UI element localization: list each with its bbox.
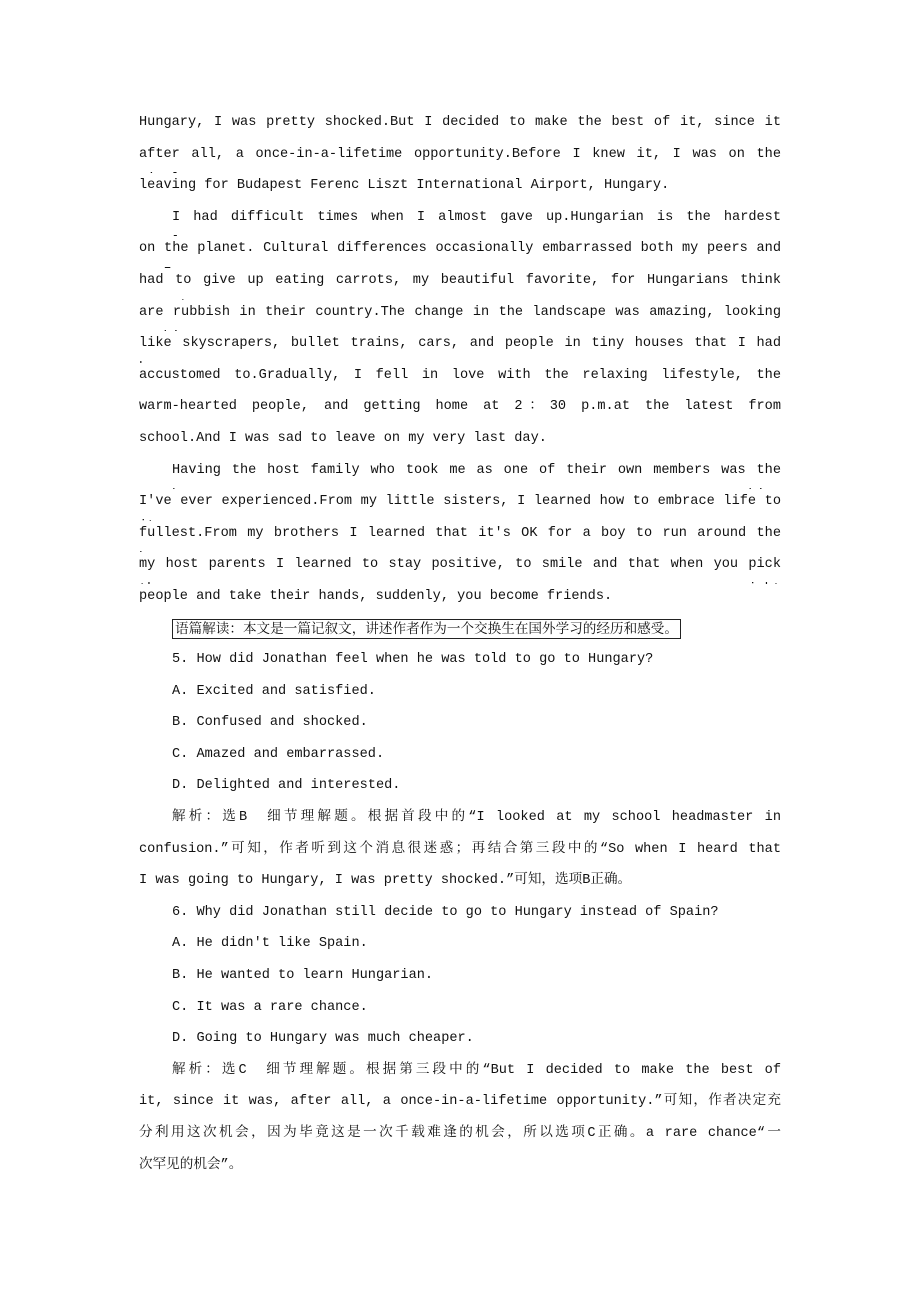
text-line: like skyscrapers, bullet trains, cars, and people in tiny houses that I had: [139, 336, 781, 352]
option: D. Going to Hungary was much cheaper.: [172, 1031, 474, 1047]
analysis-line: confusion.”可知，作者听到这个消息很迷惑；再结合第三段中的“So when I heard that: [139, 841, 781, 857]
question-text: 5. How did Jonathan feel when he was told to go to Hungary?: [172, 652, 654, 668]
text-line: Having the host family who took me as one of their own members was the: [172, 462, 781, 478]
document-page: [139, 110, 781, 1184]
text-line: on the planet. Cultural differences occasionally embarrassed both my peers and: [139, 241, 781, 257]
text-line: had to give up eating carrots, my beautiful favorite, for Hungarians think: [139, 272, 781, 288]
text-line: fullest.From my brothers I learned that it's OK for a boy to run around the: [139, 525, 781, 541]
analysis-line: 解析：选C 细节理解题。根据第三段中的“But I decided to make the best of: [172, 1062, 781, 1078]
question-5: [139, 647, 781, 900]
question-text: 6. Why did Jonathan still decide to go to Hungary instead of Spain?: [172, 904, 719, 920]
text-line: are rubbish in their country.The change in the landscape was amazing, looking: [139, 304, 781, 320]
text-line: warm-hearted people, and getting home at 2：30 p.m.at the latest from: [139, 399, 781, 415]
option: C. It was a rare chance.: [172, 999, 368, 1015]
analysis-line: 次罕见的机会”。: [139, 1157, 243, 1173]
text-line: I've ever experienced.From my little sisters, I learned how to embrace life to: [139, 494, 781, 510]
text-line: Hungary, I was pretty shocked.But I decided to make the best of it, since it: [139, 115, 781, 130]
text-line: school.And I was sad to leave on my very last day.: [139, 430, 547, 446]
analysis-line: 解析：选B 细节理解题。根据首段中的“I looked at my school headmaster in: [172, 810, 781, 826]
option: A. He didn't like Spain.: [172, 936, 368, 952]
option: A. Excited and satisfied.: [172, 683, 376, 699]
option: D. Delighted and interested.: [172, 778, 401, 794]
analysis-line: it, since it was, after all, a once-in-a-lifetime opportunity.”可知，作者决定充: [139, 1094, 781, 1110]
option: B. He wanted to learn Hungarian.: [172, 968, 434, 984]
analysis-line: 分利用这次机会，因为毕竟这是一次千载难逢的机会，所以选项C正确。a rare chance“一: [139, 1126, 781, 1141]
text-line: my host parents I learned to stay positive, to smile and that when you pick: [139, 557, 781, 573]
summary-row: [139, 616, 781, 648]
text-line: after all, a once-in-a-lifetime opportunity.Before I knew it, I was on the: [139, 146, 781, 162]
paragraph-3-tail: [139, 110, 781, 205]
summary-box: 语篇解读：本文是一篇记叙文，讲述作者作为一个交换生在国外学习的经历和感受。: [172, 619, 681, 639]
option: C. Amazed and embarrassed.: [172, 746, 385, 762]
text-line: accustomed to.Gradually, I fell in love with the relaxing lifestyle, the: [139, 367, 781, 383]
paragraph-5: [139, 458, 781, 616]
option: B. Confused and shocked.: [172, 715, 368, 731]
paragraph-4: [139, 205, 781, 458]
text-line: I had difficult times when I almost gave up.Hungarian is the hardest: [172, 209, 781, 225]
question-6: [139, 900, 781, 1184]
text-line: leaving for Budapest Ferenc Liszt International Airport, Hungary.: [139, 178, 670, 194]
text-line: people and take their hands, suddenly, you become friends.: [139, 588, 613, 604]
analysis-line: I was going to Hungary, I was pretty shocked.”可知，选项B正确。: [139, 873, 632, 889]
